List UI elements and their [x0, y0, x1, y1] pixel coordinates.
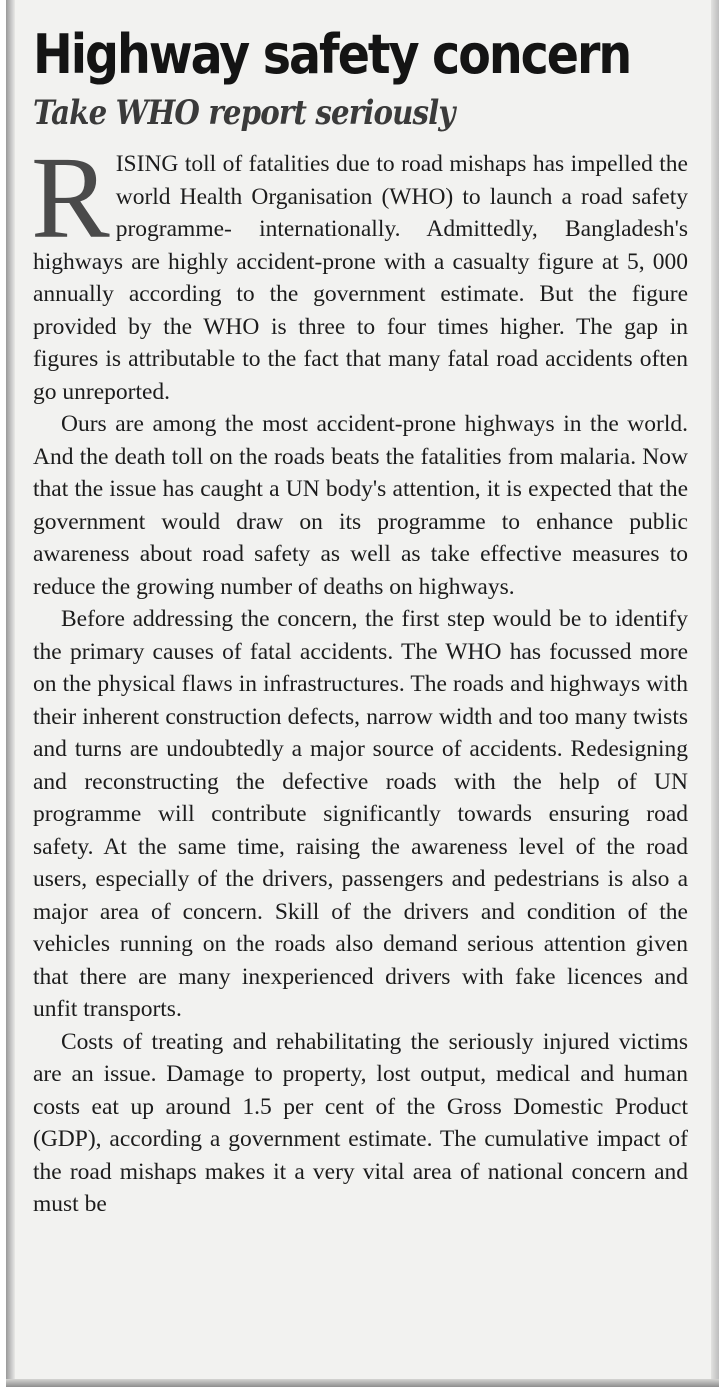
headline: Highway safety concern [33, 23, 631, 86]
article-body [31, 132, 688, 1221]
subheadline: Take WHO report seriously [33, 93, 455, 133]
paragraph-2: Ours are among the most accident-prone highways in the world. And the death toll on the roads beats the fatalities from malaria. Now that the issue has caught a UN body's attention, it is expected that the government would draw on its programme to enhance public awareness about road safety as well as take effective measures to reduce the growing number of deaths on highways. [33, 411, 688, 600]
clipping-border-bottom [6, 1379, 719, 1387]
clipping-border-left [6, 0, 15, 1387]
paragraph-3: Before addressing the concern, the first step would be to identify the primary causes of fatal accidents. The WHO has focussed more on the physical flaws in infrastructures. The roads and highways with their inherent construction defects, narrow width and too many twists and turns are undoubtedly a major source of accidents. Redesigning and reconstructing the defective roads with the help of UN programme will contribute significantly towards ensuring road safety. At the same time, raising the awareness level of the road users, especially of the drivers, passengers and pedestrians is also a major area of concern. Skill of the drivers and condition of the vehicles running on the roads also demand serious attention given that there are many inexperienced drivers with fake licences and unfit transports. [33, 606, 688, 1022]
paragraph-1-text: ISING toll of fatalities due to road mishaps has impelled the world Health Organisation (WHO) to launch a road safety programme- internationally. Admittedly, Bangladesh's highways are highly accident-prone with a casualty figure at 5, 000 annually according to the government estimate. But the figure provided by the WHO is three to four times higher. The gap in figures is attributable to the fact that many fatal road accidents often go unreported. [33, 151, 688, 405]
editorial-article [33, 22, 688, 1221]
clipping-border-right [711, 0, 719, 1387]
paragraph-4: Costs of treating and rehabilitating the seriously injured victims are an issue. Damage to property, lost output, medical and human costs eat up around 1.5 per cent of the Gross Domestic Product (GDP), according a government estimate. The cumulative impact of the road mishaps makes it a very vital area of national concern and must be [33, 1028, 688, 1217]
drop-cap: R [31, 132, 110, 263]
paragraph-1 [31, 132, 688, 408]
